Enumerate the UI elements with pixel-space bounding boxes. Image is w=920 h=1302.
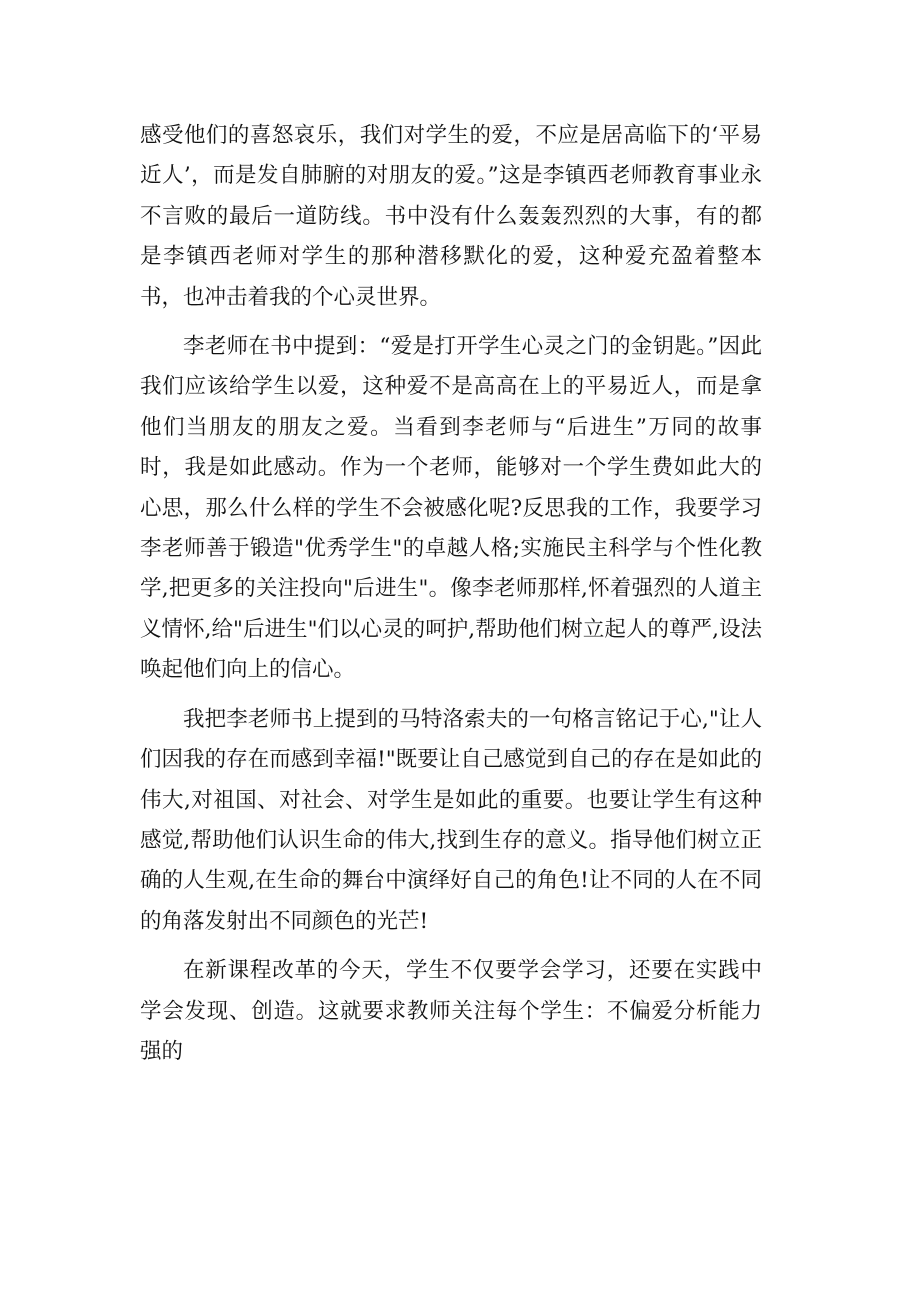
- paragraph-3: 我把李老师书上提到的马特洛索夫的一句格言铭记于心,"让人们因我的存在而感到幸福!"既要让自己感觉到自己的存在是如此的伟大,对祖国、对社会、对学生是如此的重要。也要让学生有这种感觉,帮助他们认识生命的伟大,找到生存的意义。指导他们树立正确的人生观,在生命的舞台中演绎好自己的角色!让不同的人在不同的角落发射出不同颜色的光芒!: [140, 706, 762, 934]
- paragraph-4: 在新课程改革的今天，学生不仅要学会学习，还要在实践中学会发现、创造。这就要求教师关注每个学生：不偏爱分析能力强的: [140, 958, 762, 1064]
- paragraph-1: 感受他们的喜怒哀乐，我们对学生的爱，不应是居高临下的‘平易近人’，而是发自肺腑的对朋友的爱。”这是李镇西老师教育事业永不言败的最后一道防线。书中没有什么轰轰烈烈的大事，有的都是李镇西老师对学生的那种潜移默化的爱，这种爱充盈着整本书，也冲击着我的个心灵世界。: [140, 123, 762, 310]
- paragraph-2: 李老师在书中提到：“爱是打开学生心灵之门的金钥匙。”因此我们应该给学生以爱，这种爱不是高高在上的平易近人，而是拿他们当朋友的朋友之爱。当看到李老师与“后进生”万同的故事时，我是如此感动。作为一个老师，能够对一个学生费如此大的心思，那么什么样的学生不会被感化呢?反思我的工作，我要学习李老师善于锻造"优秀学生"的卓越人格;实施民主科学与个性化教学,把更多的关注投向"后进生"。像李老师那样,怀着强烈的人道主义情怀,给"后进生"们以心灵的呵护,帮助他们树立起人的尊严,设法唤起他们向上的信心。: [140, 334, 762, 683]
- document-body: [140, 116, 762, 1081]
